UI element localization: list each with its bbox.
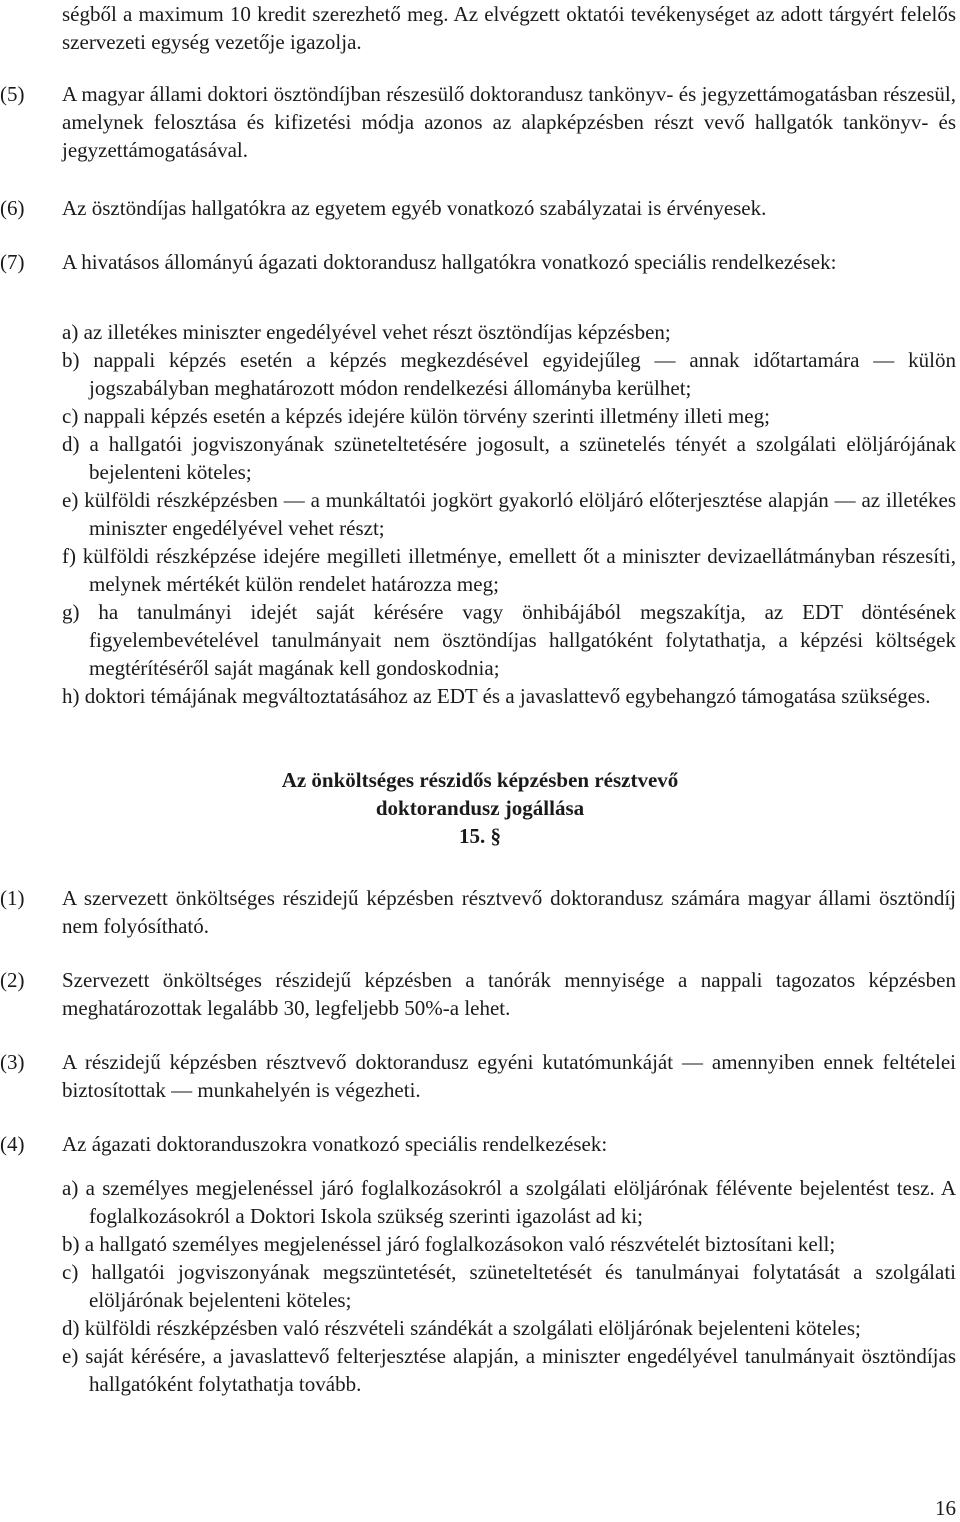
list-item: d) a hallgatói jogviszonyának szüneteltetésére jogosult, a szünetelés tényét a szolgálati elöljárójának bejelenteni köteles; [62, 432, 956, 484]
list-item: e) külföldi részképzésben — a munkáltatói jogkört gyakorló elöljáró előterjesztése alapján — az illetékes miniszter engedélyével vehet részt; [62, 488, 956, 540]
paragraph-number: (1) [0, 886, 25, 910]
paragraph-text: Az ágazati doktoranduszokra vonatkozó speciális rendelkezések: [62, 1132, 608, 1156]
list-item: g) ha tanulmányi idejét saját kérésére vagy önhibájából megszakítja, az EDT döntésének figyelembevételével tanulmányait nem ösztöndíjas hallgatóként folytathatja, a képzési költségek megtérítéséről saját magának kell gondoskodnia; [62, 600, 956, 680]
list-item: h) doktori témájának megváltoztatásához az EDT és a javaslattevő egybehangzó támogatása szükséges. [62, 684, 931, 708]
list-item: c) nappali képzés esetén a képzés idejére külön törvény szerinti illetmény illeti meg; [62, 404, 770, 428]
paragraph-number: (3) [0, 1050, 25, 1074]
paragraph-15-2 [0, 966, 956, 1022]
list-item: a) az illetékes miniszter engedélyével vehet részt ösztöndíjas képzésben; [62, 320, 671, 344]
list-item: d) külföldi részképzésben való részvételi szándékát a szolgálati elöljárónak bejelenteni köteles; [62, 1316, 861, 1340]
paragraph-15-4 [0, 1130, 956, 1158]
paragraph-number: (7) [0, 250, 25, 274]
paragraph-14-6 [0, 194, 956, 222]
list-item: b) nappali képzés esetén a képzés megkezdésével egyidejűleg — annak időtartamára — külön jogszabályban meghatározott módon rendelkezési állományba kerülhet; [62, 348, 956, 400]
list-item: a) a személyes megjelenéssel járó foglalkozásokról a szolgálati elöljárónak félévente bejelentést tesz. A foglalkozásokról a Doktori Iskola szükség szerinti igazolást ad ki; [62, 1176, 956, 1228]
paragraph-number: (4) [0, 1132, 25, 1156]
page-number: 16 [935, 1496, 956, 1520]
list-item: e) saját kérésére, a javaslattevő felterjesztése alapján, a miniszter engedélyével tanulmányait ösztöndíjas hallgatóként folytathatja tovább. [62, 1344, 956, 1396]
paragraph-text: A szervezett önköltséges részidejű képzésben résztvevő doktorandusz számára magyar állami ösztöndíj nem folyósítható. [62, 886, 956, 938]
paragraph-15-1 [0, 884, 956, 940]
paragraph-text: A részidejű képzésben résztvevő doktorandusz egyéni kutatómunkáját — amennyiben ennek feltételei biztosítottak — munkahelyén is végezheti. [62, 1050, 956, 1102]
section-heading [0, 766, 960, 850]
paragraph-text: Szervezett önköltséges részidejű képzésben a tanórák mennyisége a nappali tagozatos képzésben meghatározottak legalább 30, legfeljebb 50%-a lehet. [62, 968, 956, 1020]
paragraph-number: (2) [0, 968, 25, 992]
paragraph-text: ségből a maximum 10 kredit szerezhető meg. Az elvégzett oktatói tevékenységet az adott tárgyért felelős szervezeti egység vezetője igazolja. [62, 2, 956, 54]
paragraph-text: A hivatásos állományú ágazati doktorandusz hallgatókra vonatkozó speciális rendelkezések: [62, 250, 837, 274]
paragraph-number-spacer [0, 0, 62, 56]
paragraph-15-3 [0, 1048, 956, 1104]
paragraph-text: A magyar állami doktori ösztöndíjban részesülő doktorandusz tankönyv- és jegyzettámogatásban részesül, amelynek felosztása és kifizetési módja azonos az alapképzésben részt vevő hallgatók tankönyv- és jegyzettámogatásával. [62, 82, 956, 162]
section-heading-line: Az önköltséges részidős képzésben résztvevő [281, 768, 679, 792]
list-item: b) a hallgató személyes megjelenéssel járó foglalkozásokon való részvételét biztosítani kell; [62, 1232, 836, 1256]
paragraph-text: Az ösztöndíjas hallgatókra az egyetem egyéb vonatkozó szabályzatai is érvényesek. [62, 196, 767, 220]
list-14-7 [62, 318, 956, 710]
list-item: f) külföldi részképzése idejére megilleti illetménye, emellett őt a miniszter devizaellátmányban részesíti, melynek mértékét külön rendelet határozza meg; [62, 544, 956, 596]
paragraph-number: (5) [0, 82, 25, 106]
paragraph-14-7 [0, 248, 956, 276]
paragraph-14-5 [0, 80, 956, 164]
list-item: c) hallgatói jogviszonyának megszüntetését, szüneteltetését és tanulmányai folytatását a szolgálati elöljárónak bejelenteni köteles; [62, 1260, 956, 1312]
list-15-4 [62, 1174, 956, 1398]
section-number: 15. § [459, 824, 501, 848]
section-heading-line: doktorandusz jogállása [375, 796, 585, 820]
paragraph-number: (6) [0, 196, 25, 220]
paragraph-continuation [0, 0, 956, 56]
